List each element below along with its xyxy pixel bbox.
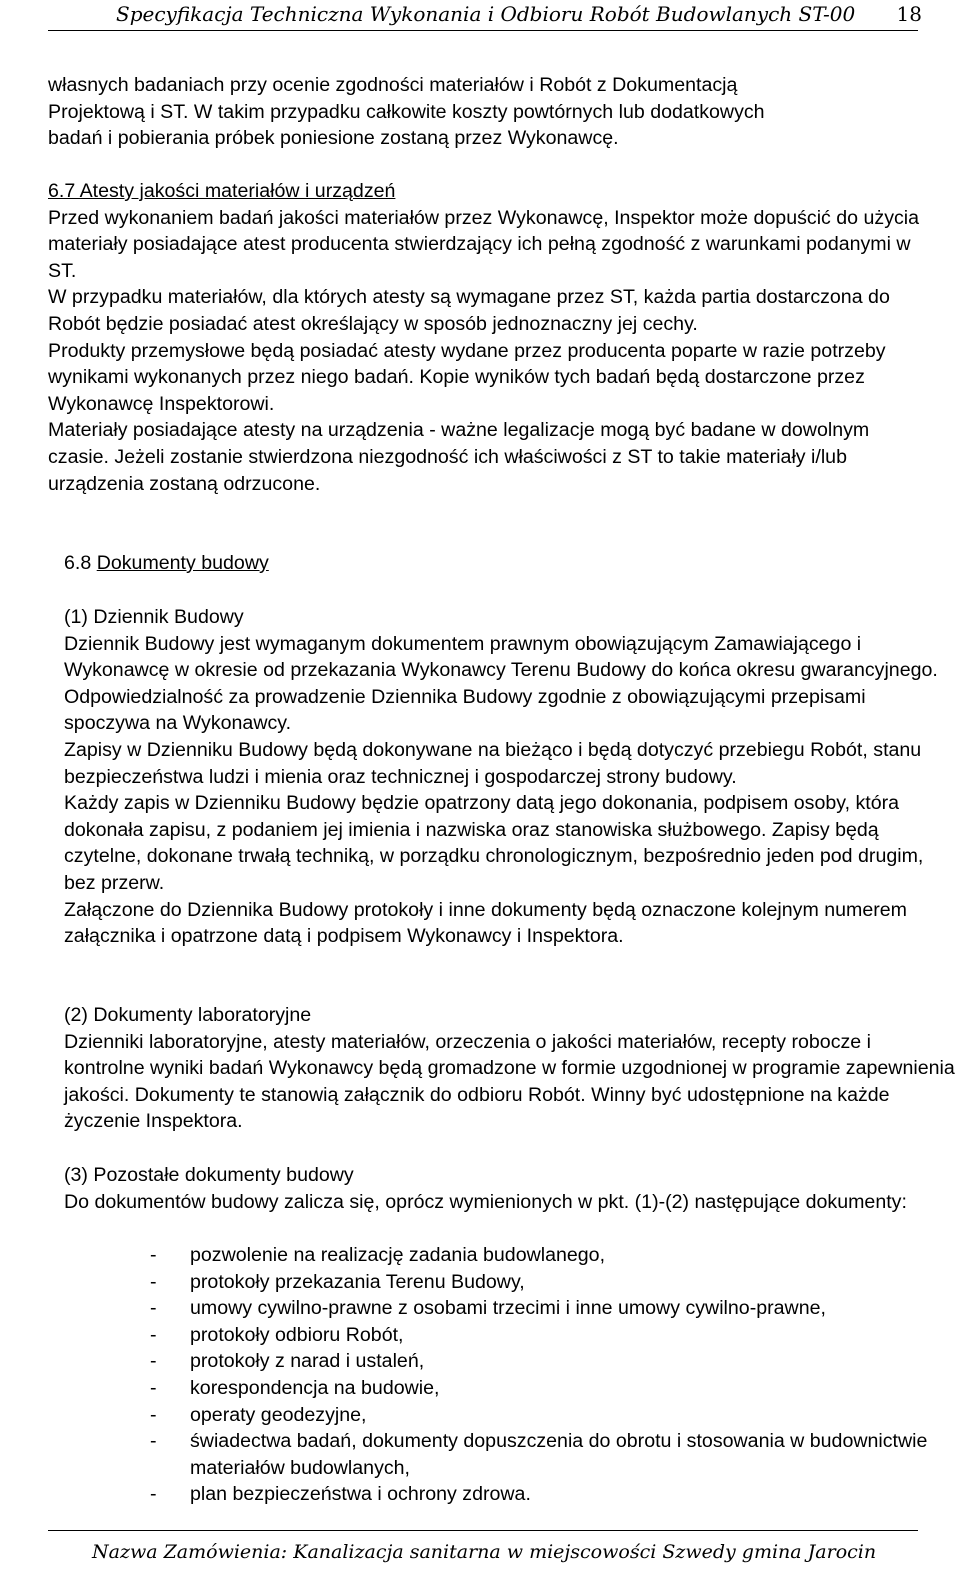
paragraph: Dziennik Budowy jest wymaganym dokumentem prawnym obowiązującym Zamawiającego i Wykonawcę w okresie od przekazania Wykonawcy Terenu Budowy do końca okresu gwarancyjnego. Odpowiedzialność za prowadzenie Dziennika Budowy zgodnie z obowiązującymi przepisami spoczywa na Wykonawcy.: [64, 632, 938, 735]
document-title: Specyfikacja Techniczna Wykonania i Odbioru Robót Budowlanych ST-00: [116, 2, 856, 26]
paragraph: Produkty przemysłowe będą posiadać atesty wydane przez producenta poparte w razie potrzeby wynikami wykonanych przez niego badań. Kopie wyników tych badań będą dostarczone przez Wykonawcę Inspektorowi.: [48, 339, 886, 415]
paragraph: Dzienniki laboratoryjne, atesty materiałów, orzeczenia o jakości materiałów, recepty robocze i kontrolne wyniki badań Wykonawcy będą gromadzone w formie uzgodnionej w programie zapewnienia jakości. Dokumenty te stanowią załącznik do odbioru Robót. Winny być udostępnione na każde życzenie Inspektora.: [64, 1030, 955, 1133]
list-item: - operaty geodezyjne,: [150, 1403, 367, 1426]
list-item: - protokoły z narad i ustaleń,: [150, 1350, 425, 1373]
paragraph: Każdy zapis w Dzienniku Budowy będzie opatrzony datą jego dokonania, podpisem osoby, która dokonała zapisu, z podaniem jej imienia i nazwiska oraz stanowiska służbowego. Zapisy będą czytelne, dokonane trwałą techniką, w porządku chronologicznym, bezpośrednio jeden pod drugim, bez przerw.: [64, 792, 924, 894]
paragraph: Przed wykonaniem badań jakości materiałów przez Wykonawcę, Inspektor może dopuścić do użycia materiały posiadające atest producenta stwierdzający ich pełną zgodność z warunkami podanymi w ST.: [48, 206, 920, 282]
paragraph: Do dokumentów budowy zalicza się, oprócz wymienionych w pkt. (1)-(2) następujące dokumenty:: [64, 1190, 907, 1213]
page-number: 18: [896, 2, 922, 26]
section-6-7: [48, 178, 928, 497]
list-item: - pozwolenie na realizację zadania budowlanego,: [150, 1244, 606, 1266]
section-number: 6.8: [64, 552, 92, 574]
intro-paragraph: [48, 72, 928, 152]
intro-line: badań i pobierania próbek poniesione zostaną przez Wykonawcę.: [48, 127, 619, 150]
section-title: Dokumenty budowy: [96, 552, 269, 574]
footer-text: Nazwa Zamówienia: Kanalizacja sanitarna w miejscowości Szwedy gmina Jarocin: [92, 1541, 877, 1563]
list-item: - umowy cywilno-prawne z osobami trzecimi i inne umowy cywilno-prawne,: [150, 1297, 826, 1320]
documents-list: [150, 1242, 950, 1508]
subsection-pozostale-dokumenty: [64, 1162, 956, 1215]
subsection-heading: (2) Dokumenty laboratoryjne: [64, 1004, 312, 1026]
list-item: - protokoły przekazania Terenu Budowy,: [150, 1270, 525, 1293]
list-item: - protokoły odbioru Robót,: [150, 1323, 404, 1346]
section-heading: 6.7 Atesty jakości materiałów i urządzeń: [48, 180, 396, 202]
list-item: - plan bezpieczeństwa i ochrony zdrowa.: [150, 1483, 531, 1506]
paragraph: Załączone do Dziennika Budowy protokoły i inne dokumenty będą oznaczone kolejnym numerem załącznika i opatrzone datą i podpisem Wykonawcy i Inspektora.: [64, 898, 908, 948]
subsection-heading: (1) Dziennik Budowy: [64, 606, 244, 628]
list-item: - korespondencja na budowie,: [150, 1376, 440, 1399]
paragraph: W przypadku materiałów, dla których atesty są wymagane przez ST, każda partia dostarczona do Robót będzie posiadać atest określający w sposób jednoznaczny jej cechy.: [48, 286, 890, 335]
page-footer: [48, 1530, 918, 1563]
paragraph: Zapisy w Dzienniku Budowy będą dokonywane na bieżąco i będą dotyczyć przebiegu Robót, stanu bezpieczeństwa ludzi i mienia oraz technicznej i gospodarczej strony budowy.: [64, 738, 922, 788]
subsection-dziennik-budowy: [64, 604, 956, 950]
paragraph: Materiały posiadające atesty na urządzenia - ważne legalizacje mogą być badane w dowolnym czasie. Jeżeli zostanie stwierdzona niezgodność ich właściwości z ST to takie materiały i/lub urządzenia zostaną odrzucone.: [48, 419, 870, 495]
page-header: [48, 0, 922, 31]
intro-line: własnych badaniach przy ocenie zgodności materiałów i Robót z Dokumentacją: [48, 74, 738, 96]
list-item: - świadectwa badań, dokumenty dopuszczenia do obrotu i stosowania w budownictwie materiałów budowlanych,: [150, 1430, 928, 1479]
intro-line: Projektową i ST. W takim przypadku całkowite koszty powtórnych lub dodatkowych: [48, 100, 765, 123]
section-6-8-heading: [64, 550, 269, 577]
subsection-dokumenty-laboratoryjne: [64, 1002, 956, 1135]
subsection-heading: (3) Pozostałe dokumenty budowy: [64, 1164, 354, 1186]
